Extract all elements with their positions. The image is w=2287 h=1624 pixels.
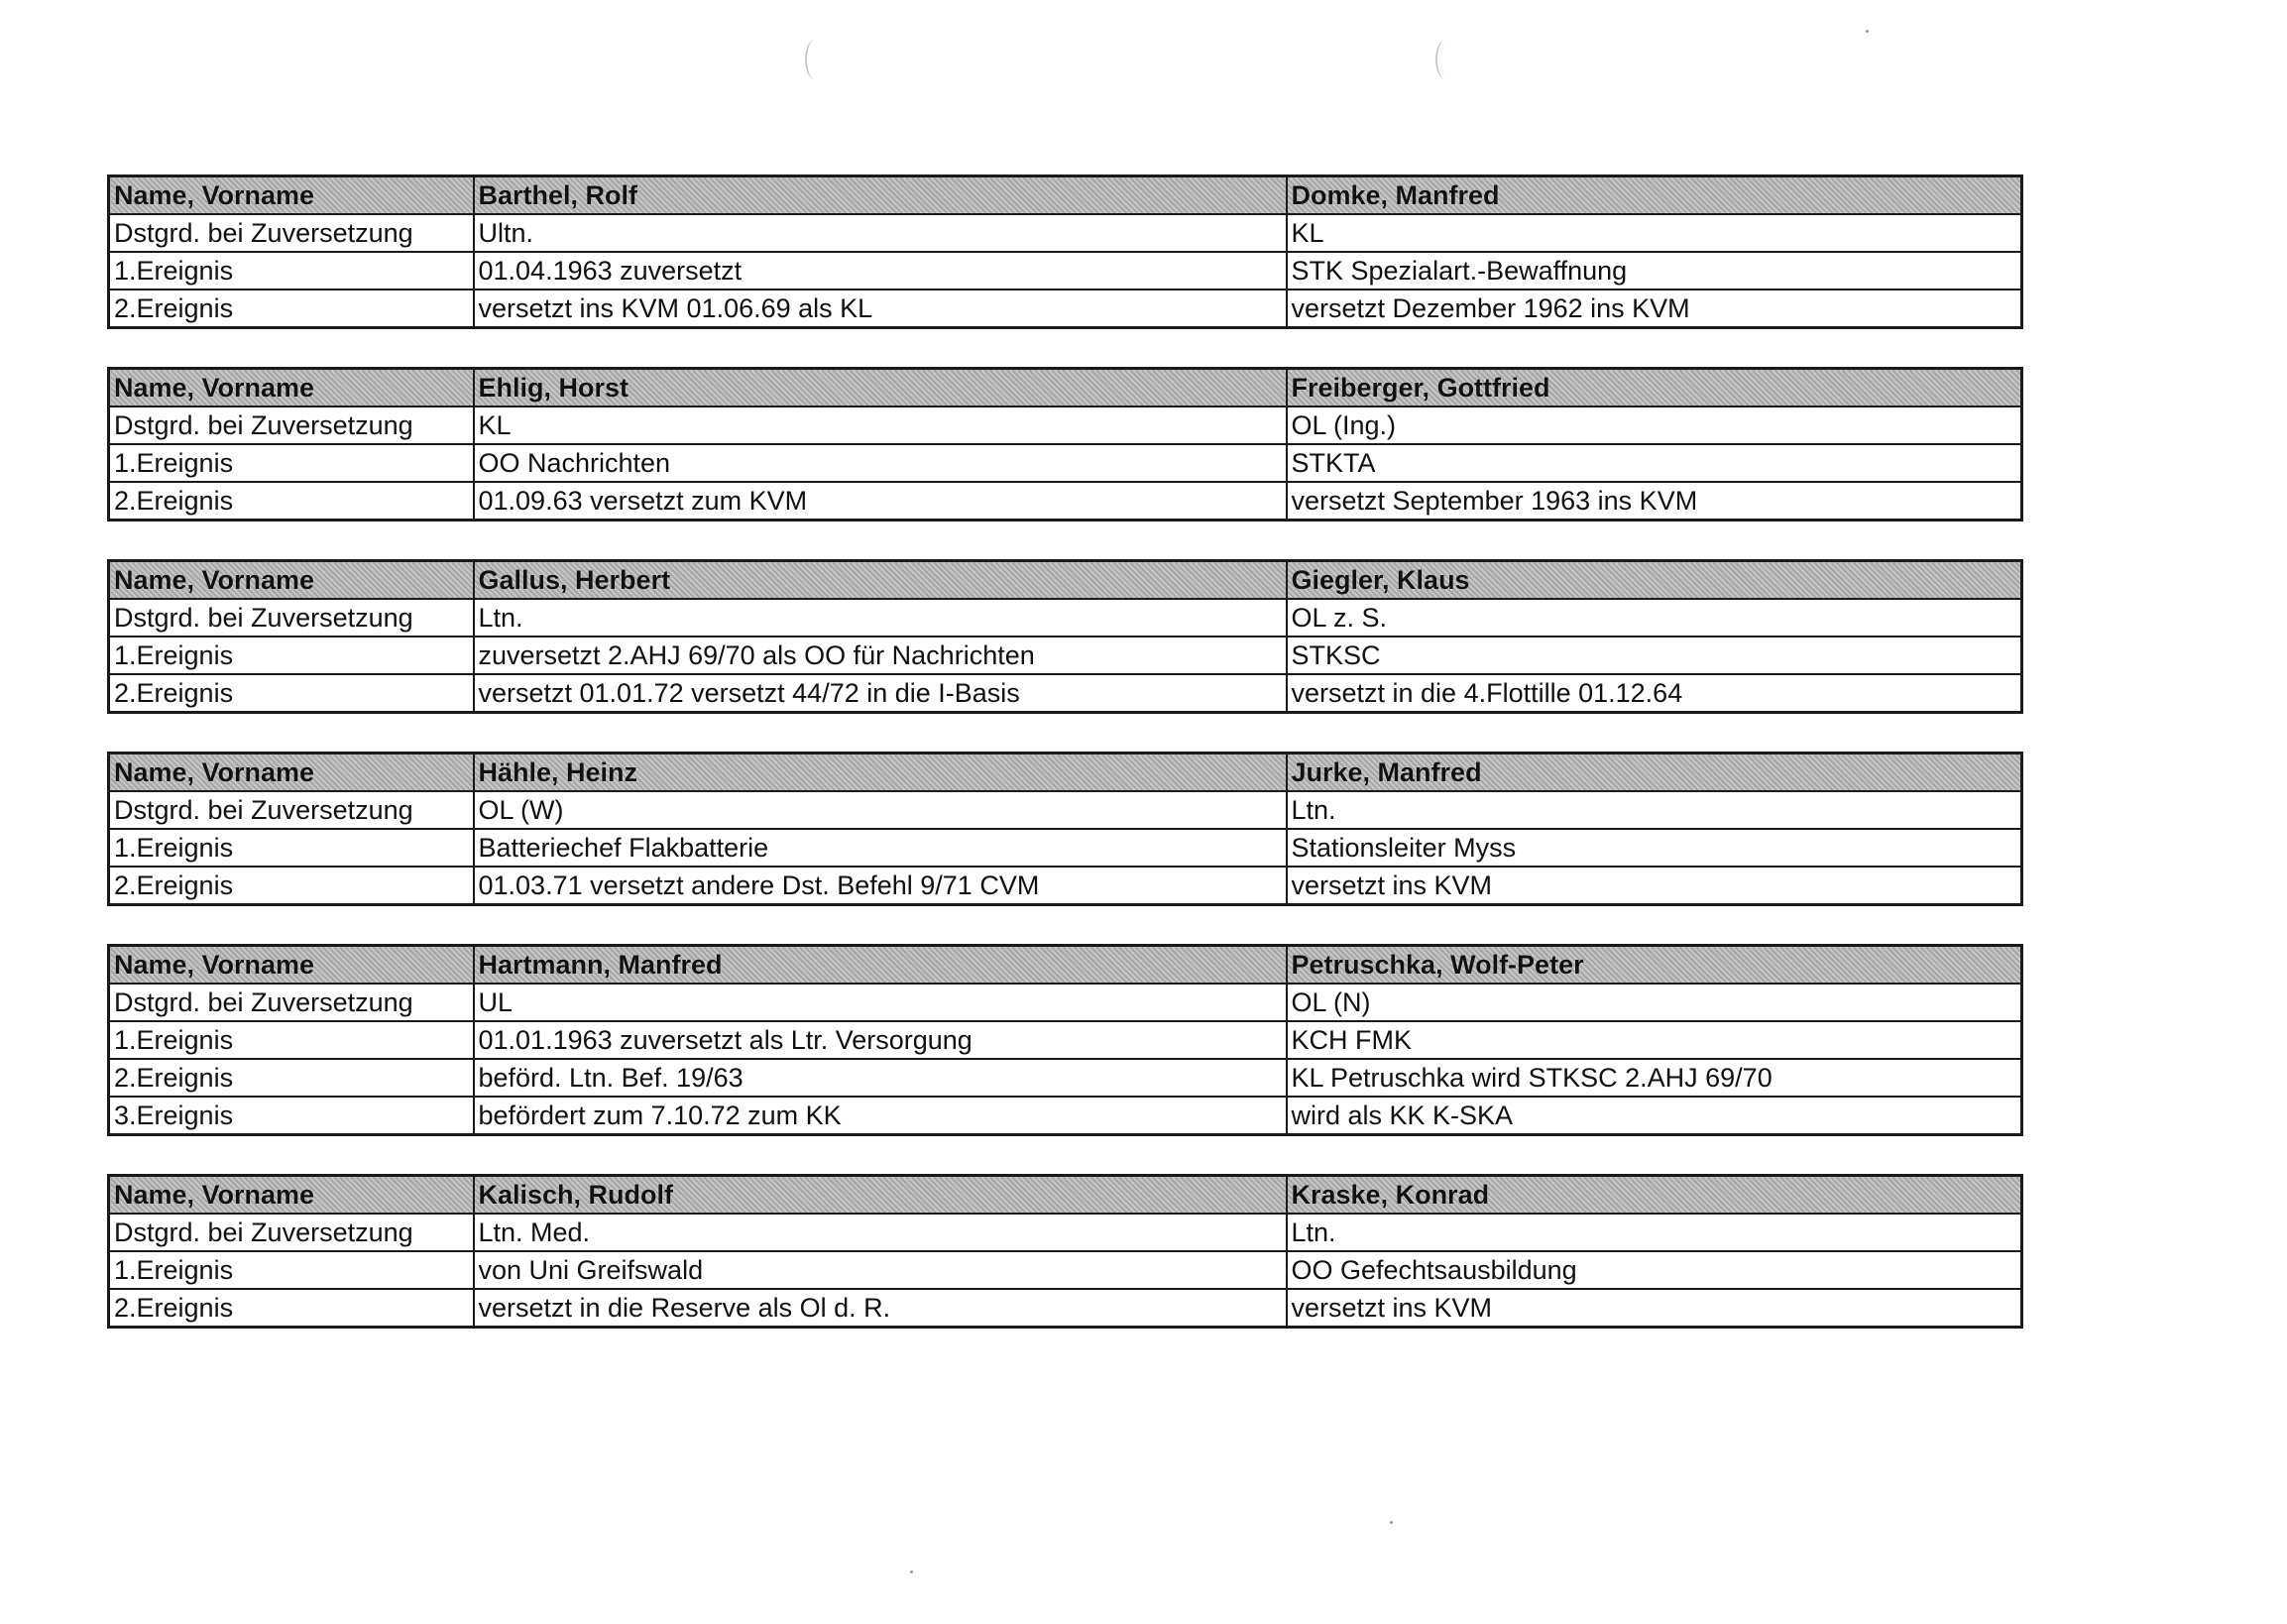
row-label: Name, Vorname: [109, 561, 474, 600]
table-cell: versetzt in die Reserve als Ol d. R.: [474, 1289, 1287, 1328]
table-cell: OL (W): [474, 791, 1287, 829]
table-cell: OL z. S.: [1287, 599, 2022, 637]
row-label: Dstgrd. bei Zuversetzung: [109, 791, 474, 829]
table-row: [109, 867, 2022, 905]
person-name-cell: Freiberger, Gottfried: [1287, 369, 2022, 407]
table-cell: wird als KK K-SKA: [1287, 1097, 2022, 1135]
table-cell: OL (N): [1287, 984, 2022, 1021]
row-label: 2.Ereignis: [109, 482, 474, 521]
table-cell: OO Nachrichten: [474, 444, 1287, 482]
table-cell: 01.01.1963 zuversetzt als Ltr. Versorgung: [474, 1021, 1287, 1059]
table-cell: Ltn.: [474, 599, 1287, 637]
row-label: 1.Ereignis: [109, 252, 474, 290]
person-name-cell: Hartmann, Manfred: [474, 946, 1287, 985]
personnel-table: [107, 174, 2023, 329]
personnel-tables: [107, 174, 2020, 1366]
table-row: [109, 252, 2022, 290]
table-row: [109, 791, 2022, 829]
table-row: [109, 406, 2022, 444]
table-cell: STK Spezialart.-Bewaffnung: [1287, 252, 2022, 290]
table-row: [109, 214, 2022, 252]
table-cell: Ultn.: [474, 214, 1287, 252]
table-row: [109, 829, 2022, 867]
row-label: 2.Ereignis: [109, 674, 474, 713]
table-cell: KCH FMK: [1287, 1021, 2022, 1059]
table-header-row: [109, 369, 2022, 407]
row-label: 1.Ereignis: [109, 1251, 474, 1289]
table-row: [109, 1059, 2022, 1097]
row-label: Name, Vorname: [109, 946, 474, 985]
person-name-cell: Kraske, Konrad: [1287, 1176, 2022, 1215]
table-row: [109, 290, 2022, 328]
table-cell: KL Petruschka wird STKSC 2.AHJ 69/70: [1287, 1059, 2022, 1097]
table-header-row: [109, 176, 2022, 215]
row-label: Dstgrd. bei Zuversetzung: [109, 1214, 474, 1251]
table-cell: versetzt in die 4.Flottille 01.12.64: [1287, 674, 2022, 713]
table-row: [109, 637, 2022, 674]
person-name-cell: Jurke, Manfred: [1287, 754, 2022, 792]
table-cell: OL (Ing.): [1287, 406, 2022, 444]
person-name-cell: Ehlig, Horst: [474, 369, 1287, 407]
row-label: 1.Ereignis: [109, 444, 474, 482]
table-cell: versetzt ins KVM 01.06.69 als KL: [474, 290, 1287, 328]
row-label: Dstgrd. bei Zuversetzung: [109, 406, 474, 444]
table-row: [109, 1021, 2022, 1059]
personnel-table: [107, 367, 2023, 522]
table-cell: UL: [474, 984, 1287, 1021]
table-cell: beförd. Ltn. Bef. 19/63: [474, 1059, 1287, 1097]
table-cell: Stationsleiter Myss: [1287, 829, 2022, 867]
table-cell: befördert zum 7.10.72 zum KK: [474, 1097, 1287, 1135]
table-row: [109, 1097, 2022, 1135]
table-cell: STKTA: [1287, 444, 2022, 482]
table-cell: versetzt 01.01.72 versetzt 44/72 in die I-Basis: [474, 674, 1287, 713]
table-row: [109, 1251, 2022, 1289]
row-label: 2.Ereignis: [109, 1289, 474, 1328]
table-row: [109, 482, 2022, 521]
table-cell: Batteriechef Flakbatterie: [474, 829, 1287, 867]
row-label: 1.Ereignis: [109, 1021, 474, 1059]
table-cell: KL: [474, 406, 1287, 444]
row-label: Name, Vorname: [109, 176, 474, 215]
table-cell: 01.03.71 versetzt andere Dst. Befehl 9/71 CVM: [474, 867, 1287, 905]
person-name-cell: Gallus, Herbert: [474, 561, 1287, 600]
punch-hole-mark: [1435, 40, 1455, 79]
table-row: [109, 599, 2022, 637]
table-cell: OO Gefechtsausbildung: [1287, 1251, 2022, 1289]
row-label: 1.Ereignis: [109, 637, 474, 674]
row-label: 2.Ereignis: [109, 1059, 474, 1097]
row-label: Name, Vorname: [109, 754, 474, 792]
table-cell: 01.09.63 versetzt zum KVM: [474, 482, 1287, 521]
table-cell: Ltn.: [1287, 791, 2022, 829]
personnel-table: [107, 559, 2023, 714]
row-label: Dstgrd. bei Zuversetzung: [109, 599, 474, 637]
table-row: [109, 984, 2022, 1021]
punch-hole-mark: [805, 40, 825, 79]
person-name-cell: Giegler, Klaus: [1287, 561, 2022, 600]
table-header-row: [109, 561, 2022, 600]
row-label: 2.Ereignis: [109, 290, 474, 328]
table-row: [109, 444, 2022, 482]
table-header-row: [109, 1176, 2022, 1215]
row-label: Name, Vorname: [109, 369, 474, 407]
table-cell: STKSC: [1287, 637, 2022, 674]
row-label: Name, Vorname: [109, 1176, 474, 1215]
table-cell: versetzt ins KVM: [1287, 867, 2022, 905]
table-header-row: [109, 754, 2022, 792]
scan-speck: [1390, 1521, 1393, 1524]
table-cell: Ltn. Med.: [474, 1214, 1287, 1251]
personnel-table: [107, 944, 2023, 1136]
person-name-cell: Hähle, Heinz: [474, 754, 1287, 792]
scan-speck: [1866, 30, 1869, 33]
person-name-cell: Kalisch, Rudolf: [474, 1176, 1287, 1215]
row-label: Dstgrd. bei Zuversetzung: [109, 984, 474, 1021]
person-name-cell: Barthel, Rolf: [474, 176, 1287, 215]
person-name-cell: Petruschka, Wolf-Peter: [1287, 946, 2022, 985]
table-cell: zuversetzt 2.AHJ 69/70 als OO für Nachrichten: [474, 637, 1287, 674]
table-cell: versetzt Dezember 1962 ins KVM: [1287, 290, 2022, 328]
person-name-cell: Domke, Manfred: [1287, 176, 2022, 215]
table-cell: versetzt ins KVM: [1287, 1289, 2022, 1328]
personnel-table: [107, 752, 2023, 906]
table-cell: versetzt September 1963 ins KVM: [1287, 482, 2022, 521]
row-label: 2.Ereignis: [109, 867, 474, 905]
row-label: Dstgrd. bei Zuversetzung: [109, 214, 474, 252]
row-label: 3.Ereignis: [109, 1097, 474, 1135]
row-label: 1.Ereignis: [109, 829, 474, 867]
table-cell: von Uni Greifswald: [474, 1251, 1287, 1289]
table-cell: Ltn.: [1287, 1214, 2022, 1251]
table-row: [109, 1214, 2022, 1251]
table-row: [109, 674, 2022, 713]
personnel-table: [107, 1174, 2023, 1329]
table-cell: KL: [1287, 214, 2022, 252]
scan-speck: [910, 1570, 913, 1573]
table-row: [109, 1289, 2022, 1328]
table-cell: 01.04.1963 zuversetzt: [474, 252, 1287, 290]
table-header-row: [109, 946, 2022, 985]
